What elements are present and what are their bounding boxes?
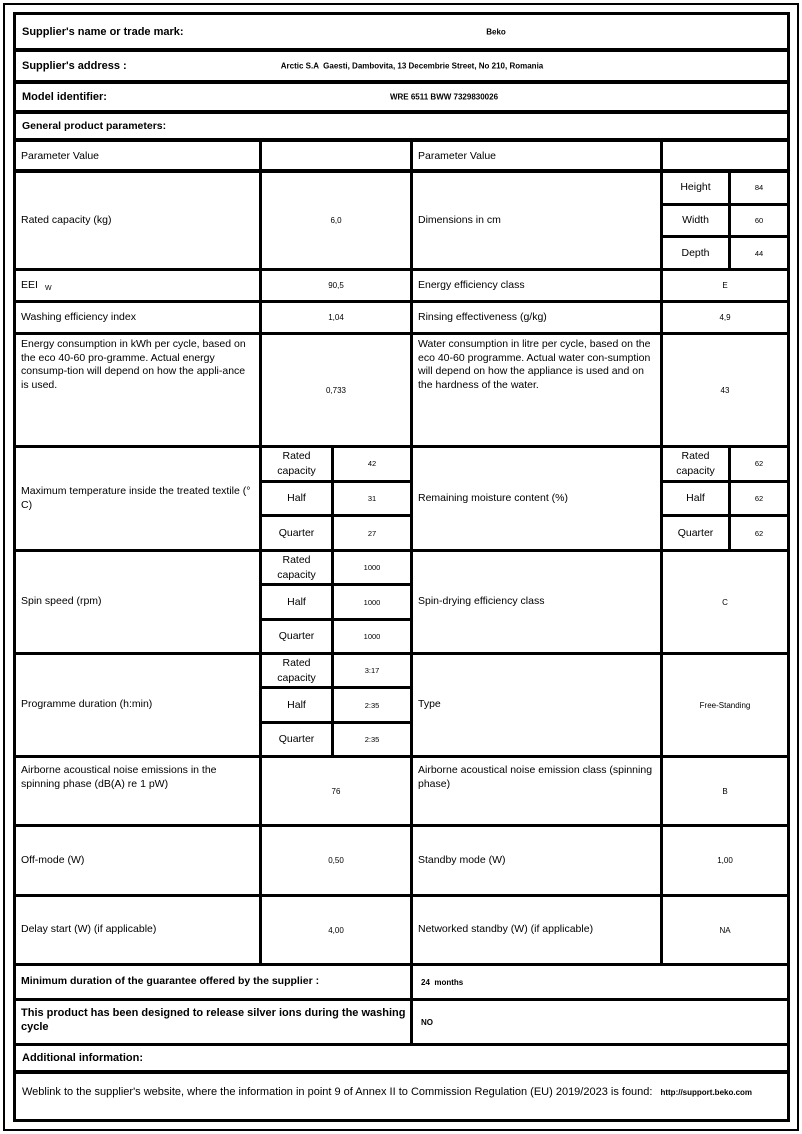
eei-energy-class-row (16, 271, 787, 303)
rinsing-value: 4,9 (719, 313, 731, 322)
spin-speed-quarter-row (262, 621, 410, 652)
type-value: Free-Standing (699, 700, 751, 710)
moisture-subtable (663, 448, 787, 549)
eei-label (16, 271, 262, 300)
spin-speed-row (16, 552, 787, 655)
supplier-address-label: Supplier's address : (22, 60, 127, 72)
duration-subtable (262, 655, 413, 755)
dimensions-width-value: 60 (754, 216, 764, 225)
dimensions-width-label: Width (663, 206, 731, 236)
washing-rinsing-row (16, 303, 787, 335)
model-identifier-label: Model identifier: (22, 91, 107, 103)
supplier-address-row (16, 52, 787, 84)
spin-speed-subtable (262, 552, 413, 652)
noise-value: 76 (262, 758, 413, 824)
duration-quarter-value: 2:35 (364, 734, 380, 744)
delay-start-value: 4,00 (262, 897, 413, 963)
spin-speed-half-value: 1000 (363, 597, 381, 607)
standby-value: 1,00 (717, 856, 733, 865)
networked-standby-value: NA (719, 925, 731, 935)
duration-rated-value: 3:17 (364, 666, 380, 676)
moisture-half-value: 62 (754, 494, 764, 503)
max-temp-half-label: Half (262, 483, 334, 515)
energy-consumption-value: 0,733 (262, 335, 413, 445)
weblink-url: http://support.beko.com (660, 1088, 753, 1097)
max-temp-quarter-label: Quarter (262, 517, 334, 549)
max-temp-rated-value: 42 (367, 459, 377, 469)
model-identifier-row (16, 84, 787, 114)
eei-label-subscript: W (44, 284, 52, 292)
temperature-moisture-row (16, 448, 787, 552)
duration-quarter-row (262, 724, 410, 755)
spin-class-label: Spin-drying efficiency class (413, 552, 663, 652)
rinsing-label: Rinsing effectiveness (g/kg) (413, 303, 663, 332)
duration-rated-row (262, 655, 410, 689)
spin-speed-quarter-value: 1000 (363, 631, 381, 641)
spin-speed-half-row (262, 586, 410, 620)
supplier-address-value: Arctic S.A Gaesti, Dambovita, 13 Decembrie Street, No 210, Romania (280, 61, 544, 71)
duration-label: Programme duration (h:min) (16, 655, 262, 755)
parameters-table (13, 12, 790, 1122)
weblink-cell (16, 1074, 787, 1119)
moisture-rated-value: 62 (754, 459, 764, 469)
water-consumption-value: 43 (720, 385, 730, 395)
duration-half-value: 2:35 (364, 700, 380, 710)
noise-label: Airborne acoustical noise emissions in the spinning phase (dB(A) re 1 pW) (16, 758, 262, 824)
off-mode-value: 0,50 (262, 827, 413, 894)
delay-networked-row (16, 897, 787, 966)
dimensions-height-row (663, 173, 787, 206)
silver-ions-value: NO (421, 1017, 433, 1027)
moisture-half-label: Half (663, 483, 731, 515)
guarantee-label: Minimum duration of the guarantee offered by the supplier : (16, 966, 413, 998)
eei-value: 90,5 (262, 271, 413, 300)
dimensions-depth-value: 44 (754, 248, 764, 258)
dimensions-label: Dimensions in cm (413, 173, 663, 268)
max-temperature-subtable (262, 448, 413, 549)
energy-class-label: Energy efficiency class (413, 271, 663, 300)
spin-speed-half-label: Half (262, 586, 334, 617)
spin-speed-rated-value: 1000 (363, 563, 381, 573)
supplier-name-label: Supplier's name or trade mark: (22, 25, 184, 38)
general-parameters-row (16, 114, 787, 142)
energy-class-value: E (722, 281, 728, 290)
weblink-label: Weblink to the supplier's website, where the information in point 9 of Annex II to Commission Regulation (EU) 2019/2023 is found: (22, 1086, 653, 1098)
general-parameters-label: General product parameters: (22, 120, 167, 132)
header-spacer-left (262, 142, 413, 169)
max-temp-rated-label: Rated capacity (262, 448, 334, 480)
supplier-name-value: Beko (486, 27, 506, 36)
water-consumption-label: Water consumption in litre per cycle, based on the eco 40-60 programme. Actual water con-sumption will depend on how the appliance is used and on the hardness of the water. (413, 335, 663, 445)
dimensions-width-row (663, 206, 787, 239)
duration-rated-label: Rated capacity (262, 655, 334, 686)
delay-start-label: Delay start (W) (if applicable) (16, 897, 262, 963)
weblink-row (16, 1074, 787, 1119)
duration-type-row (16, 655, 787, 758)
header-spacer-right (663, 142, 787, 169)
networked-standby-label: Networked standby (W) (if applicable) (413, 897, 663, 963)
parameter-value-header-left: Parameter Value (16, 142, 262, 169)
moisture-quarter-row (663, 517, 787, 549)
max-temp-quarter-value: 27 (367, 528, 377, 538)
consumption-row (16, 335, 787, 448)
off-mode-label: Off-mode (W) (16, 827, 262, 894)
noise-class-label: Airborne acoustical noise emission class (spinning phase) (413, 758, 663, 824)
guarantee-value: 24 months (421, 977, 464, 987)
max-temperature-label: Maximum temperature inside the treated textile (° C) (16, 448, 262, 549)
parameter-value-header-right: Parameter Value (413, 142, 663, 169)
noise-class-value: B (722, 786, 728, 796)
moisture-rated-row (663, 448, 787, 483)
max-temp-half-row (262, 483, 410, 518)
eei-label-text: EEI (21, 278, 38, 291)
washing-index-value: 1,04 (262, 303, 413, 332)
silver-ions-label: This product has been designed to release silver ions during the washing cycle (16, 1001, 413, 1043)
washing-index-label: Washing efficiency index (16, 303, 262, 332)
dimensions-height-value: 84 (754, 183, 764, 193)
max-temp-rated-row (262, 448, 410, 483)
spin-speed-rated-label: Rated capacity (262, 552, 334, 583)
standby-label: Standby mode (W) (413, 827, 663, 894)
max-temp-quarter-row (262, 517, 410, 549)
duration-quarter-label: Quarter (262, 724, 334, 755)
dimensions-subtable (663, 173, 787, 268)
additional-information-label: Additional information: (22, 1052, 143, 1064)
moisture-quarter-value: 62 (754, 528, 764, 538)
offmode-standby-row (16, 827, 787, 897)
spin-speed-label: Spin speed (rpm) (16, 552, 262, 652)
column-header-row (16, 142, 787, 173)
additional-information-row (16, 1046, 787, 1074)
supplier-name-row (16, 15, 787, 52)
duration-half-label: Half (262, 689, 334, 720)
moisture-half-row (663, 483, 787, 518)
model-identifier-value: WRE 6511 BWW 7329830026 (389, 92, 499, 102)
dimensions-depth-row (663, 238, 787, 268)
rated-capacity-value: 6,0 (262, 173, 413, 268)
max-temp-half-value: 31 (367, 494, 377, 503)
noise-row (16, 758, 787, 827)
rated-capacity-dimensions-row (16, 173, 787, 271)
rated-capacity-label: Rated capacity (kg) (16, 173, 262, 268)
type-label: Type (413, 655, 663, 755)
spin-speed-rated-row (262, 552, 410, 586)
dimensions-depth-label: Depth (663, 238, 731, 268)
spin-class-value: C (722, 597, 728, 607)
moisture-label: Remaining moisture content (%) (413, 448, 663, 549)
silver-ions-row (16, 1001, 787, 1046)
energy-consumption-label: Energy consumption in kWh per cycle, based on the eco 40-60 pro-gramme. Actual energy consump-tion will depend on how the appli-ance is used. (16, 335, 262, 445)
duration-half-row (262, 689, 410, 723)
moisture-quarter-label: Quarter (663, 517, 731, 549)
spin-speed-quarter-label: Quarter (262, 621, 334, 652)
moisture-rated-label: Rated capacity (663, 448, 731, 480)
dimensions-height-label: Height (663, 173, 731, 203)
guarantee-row (16, 966, 787, 1001)
